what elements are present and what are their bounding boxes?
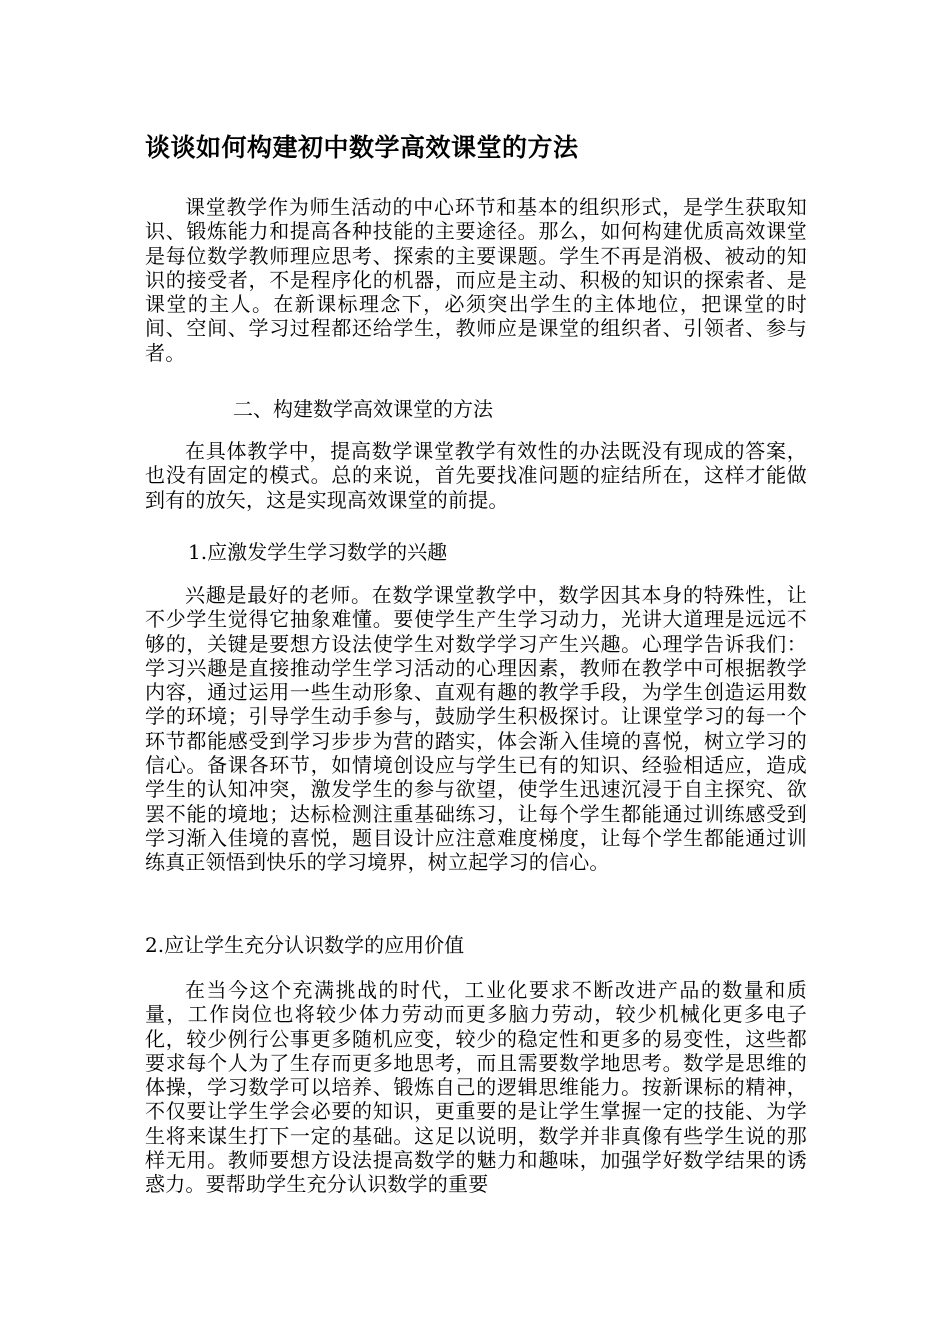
intro-paragraph: 课堂教学作为师生活动的中心环节和基本的组织形式，是学生获取知识、锻炼能力和提高各种技能的主要途径。那么，如何构建优质高效课堂是每位数学教师理应思考、探索的主要课题。学生不再是消极、被动的知识的接受者，不是程序化的机器，而应是主动、积极的知识的探索者、是课堂的主人。在新课标理念下，必须突出学生的主体地位，把课堂的时间、空间、学习过程都还给学生，教师应是课堂的组织者、引领者、参与者。 xyxy=(145,195,807,365)
subsection-paragraph-1: 兴趣是最好的老师。在数学课堂教学中，数学因其本身的特殊性，让不少学生觉得它抽象难懂。要使学生产生学习动力，光讲大道理是远远不够的，关键是要想方设法使学生对数学学习产生兴趣。心理学告诉我们：学习兴趣是直接推动学生学习活动的心理因素，教师在教学中可根据教学内容，通过运用一些生动形象、直观有趣的教学手段，为学生创造运用数学的环境；引导学生动手参与，鼓励学生积极探讨。让课堂学习的每一个环节都能感受到学习步步为营的踏实，体会渐入佳境的喜悦，树立学习的信心。备课各环节，如情境创设应与学生已有的知识、经验相适应，造成学生的认知冲突，激发学生的参与欲望，使学生迅速沉浸于自主探究、欲罢不能的境地；达标检测注重基础练习，让每个学生都能通过训练感受到学习渐入佳境的喜悦，题目设计应注意难度梯度，让每个学生都能通过训练真正领悟到快乐的学习境界，树立起学习的信心。 xyxy=(145,583,807,875)
section-heading: 二、构建数学高效课堂的方法 xyxy=(233,397,493,421)
document-title: 谈谈如何构建初中数学高效课堂的方法 xyxy=(145,133,579,162)
subsection-heading-2: 2.应让学生充分认识数学的应用价值 xyxy=(145,933,465,957)
subsection-paragraph-2: 在当今这个充满挑战的时代，工业化要求不断改进产品的数量和质量，工作岗位也将较少体力劳动而更多脑力劳动，较少机械化更多电子化，较少例行公事更多随机应变，较少的稳定性和更多的易变性，这些都要求每个人为了生存而更多地思考，而且需要数学地思考。数学是思维的体操，学习数学可以培养、锻炼自己的逻辑思维能力。按新课标的精神，不仅要让学生学会必要的知识，更重要的是让学生掌握一定的技能、为学生将来谋生打下一定的基础。这足以说明，数学并非真像有些学生说的那样无用。教师要想方设法提高数学的魅力和趣味，加强学好数学结果的诱惑力。要帮助学生充分认识数学的重要 xyxy=(145,978,807,1197)
section-paragraph: 在具体教学中，提高数学课堂教学有效性的办法既没有现成的答案，也没有固定的模式。总的来说，首先要找准问题的症结所在，这样才能做到有的放矢，这是实现高效课堂的前提。 xyxy=(145,439,807,512)
subsection-heading-1: 1.应激发学生学习数学的兴趣 xyxy=(188,540,448,564)
